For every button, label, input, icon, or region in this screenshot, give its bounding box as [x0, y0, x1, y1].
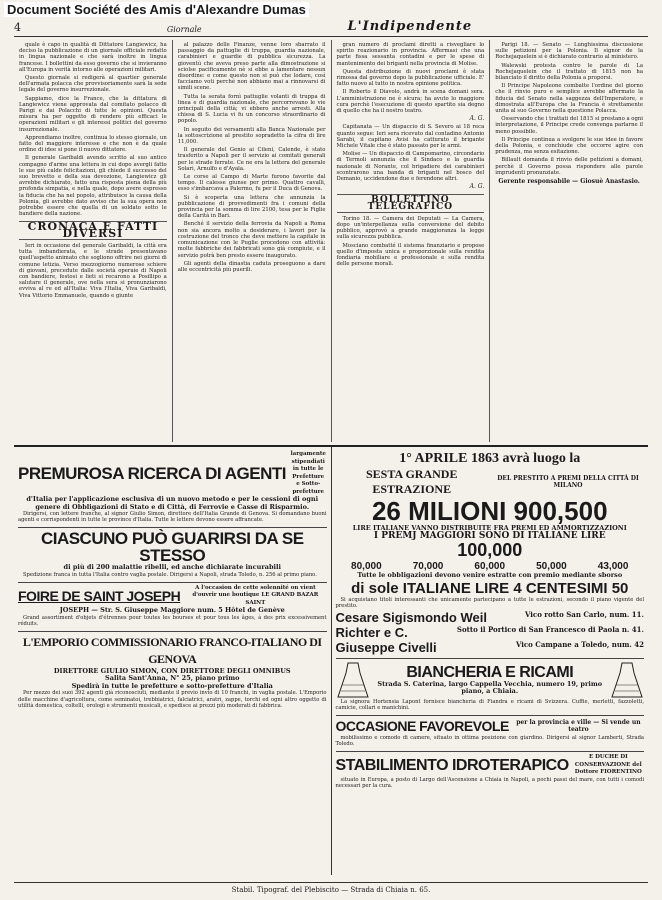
paragraph: Molise — Un dispaccio di Campomarino, circondario di Termoli annunzia che il Sindaco e la guardia nazionale di Norante, col brigadiere dei carabinieri scontrarono una banda di briganti nel bosco del Demanio, uccidendone due e ferendone altri. — [336, 151, 485, 183]
signature: A. G. — [469, 183, 485, 191]
paragraph: Sappiamo, dice la France, che la dittatura di Langiewicz viene approvata dal comitato polacco di Parigi e dai Polacchi di tutte le opinioni. Questa misura ha per oggetto di rendere più efficaci le operazioni militari e gli interessi politici del governo insurrezionale. — [19, 95, 167, 133]
lottery-prize-head: I PREMJ MAGGIORI SONO DI ITALIANE LIRE — [373, 530, 606, 541]
paragraph: Billault domanda il rinvio delle petizioni a domani, perchè il Governo possa rispondere alle parole imprudenti pronunziate. — [495, 157, 643, 176]
paragraph: Torino 18. — Camera dei Deputati — La Camera, dopo un'interpellanza sulla conversione del debito pubblico, approvò a grande maggioranza la legge sulla sicurezza pubblica. — [336, 215, 485, 241]
paragraph: Il Principe continua a svolgere le sue idee in favore della Polonia, e conchiude che occorre agire con prudenza, ma senza esitazione. — [495, 136, 643, 156]
paragraph: Gli agenti della dinastia caduta proseguono a dare alle eccentricità più puerili. — [177, 260, 326, 273]
agent-address: Sotto il Portico di San Francesco di Paola n. 41. — [456, 624, 644, 634]
section-title-bollettino: BOLLETTINO TELEGRAFICO — [337, 194, 485, 212]
news-columns — [14, 40, 648, 442]
ad-title: PREMUROSA RICERCA DI AGENTI — [18, 464, 286, 483]
prize-value: 60,000 — [474, 561, 506, 572]
ads-right — [332, 447, 649, 875]
paragraph: al palazzo delle Finanze, venne loro sbarrato il passaggio da pattuglie di truppa, guardia nazionale, carabinieri e guardie di pubblica sicurezza. La gioventù che aveva preso parte alla dimostrazione si sciolse pacificamente nè si ebbe a lamentare nessun disordine: e come questo non si può che lodare, così facciamo voti perchè non abbiano mai a rinnovarsi di simili scene. — [177, 42, 326, 92]
ad-title: L'EMPORIO COMMISSIONARIO FRANCO-ITALIANO DI GENOVA — [22, 634, 322, 666]
paragraph: In seguito dei versamenti alla Banca Nazionale per la sottoscrizione al prestito sopradetto la cifra di lire 11,000. — [177, 126, 326, 146]
paragraph: quale è capo in qualità di Dittatore Langiewicz, ha deciso la pubblicazione di un giornale officiale redatto in lingua nazionale e che sarà inoltre in lingua francese. I bollettini da esso governo che si invieranno all'Europa in verità intorno alle operazioni militari. — [19, 42, 167, 73]
paragraph: Questo giornale si redigerà al quartier generale dell'armata polacca che provvisoriamente sarà la sede legale del governo insurrezionale. — [19, 75, 167, 94]
dress-icon — [610, 661, 644, 699]
ad-title: FOIRE DE SAINT JOSEPH — [18, 587, 181, 604]
column-3 — [332, 40, 491, 442]
ad-sub: Salita Sant'Anna, N° 25, piano primo — [105, 674, 240, 683]
ad-occasione — [336, 716, 645, 752]
ad-body: La signora Hortensia Lapont fornisce biancheria di Fiandra e ricami di Svizzera. Cuffie, merletti, fazzoletti, camicie, collari e manichini. — [335, 698, 644, 711]
ads-left — [14, 447, 332, 875]
paragraph: Il Principe Napoleone combatte l'ordine del giorno che il rinvio puro e semplice avrebbe affermato la fiducia del Senato nella saggezza dell'Imperatore, e dimostrata all'Europa che la Francia è strettamente unita al suo Governo nella questione Polacca. — [495, 83, 643, 115]
agent-line — [336, 610, 645, 625]
paragraph: Ieri in occasione del generale Garibaldi, la città era tutta imbandierata, e le strade presentavano quell'aspetto animato che sogliono offrire nei giorni di comune letizia. Verso mezzogiorno numerose schiere di giovani, precedute dalle società operaie di Napoli con bandiere, festosi e lieti si recarono a Posillipo a salutare il generale, ove nella sera si pronunziarono evviva al re ed all'Italia: Viva l'Italia, Viva Garibaldi, Viva Vittorio Emmanuele, quando e giunte — [19, 242, 167, 299]
ad-side: largamente stipendiati in tutte le Prefetture e Sotto-prefetture — [290, 451, 326, 495]
ad-sub: JOSEPH — Str. S. Giuseppe Maggiore num. 5 Hôtel de Genève — [59, 606, 285, 615]
paragraph: Apprendiamo inoltre, continua lo stesso giornale, un fatto del maggiore interesse e che non è da quale ordine di idee si pone il nuovo dittatore. — [19, 134, 167, 154]
ad-ricerca-agenti — [18, 449, 327, 528]
paragraph: Osservando che i trattati del 1815 si prestano a ogni interpretazione, il Principe crede convenga parlarne il meno possibile. — [495, 116, 643, 135]
page-header — [14, 15, 648, 37]
paragraph: Walewski protesta contro le parole di La Rochejaquelein che il trattato di 1815 non ha bilanciato il diritto della Polonia a proporsi. — [495, 62, 643, 82]
obligation-price: di sole ITALIANE LIRE 4 CENTESIMI 50 — [351, 579, 629, 597]
paragraph: Il generale del Genio ai Cileni, Calende, è stato trasferito a Napoli per il servizio ai comitati generali per le strade ferrate. Ce ne era la lettera del generale Solari, Arnulfo e d'Ayala. — [177, 147, 326, 172]
agent-name: Cesare Sigismondo Weil — [335, 609, 487, 625]
ad-title: BIANCHERIA E RICAMI — [406, 663, 574, 681]
overlay-title: Document Société des Amis d'Alexandre Dumas — [4, 2, 309, 17]
paragraph: Parigi 18. — Senato — Lunghissima discussione sulle petizioni per la Polonia. Il signor de la Rochejaquelein si è dichiarato contrario al ministero. — [495, 42, 643, 61]
paragraph: Il generale Garibaldi avendo scritto al suo antico compagno d'arme una lettera in cui dopo avergli fatto le sue più calde felicitazioni, gli chiede il successo del suo brevetto e della sua devozione, Langiewicz gli avrebbe dichiarato, fatto una risposta piena della più profonda simpatia, e nella quale, dopo avere espresso la fiducia che ha nel popolo, attribuisce la causa della Polonia, gli avrebbe dato avviso che la sua opera non potrebbe essere che quella di un soldato sotto le bandiere della nazione. — [19, 155, 167, 218]
ad-title: OCCASIONE FAVOREVOLE — [335, 717, 509, 734]
ad-side: E DUCHE DI CONSERVAZIONE del Dottore FIORENTINO — [574, 754, 642, 776]
gerente-signature: Gerente responsabile — Giosuè Anastasio. — [498, 178, 640, 186]
agent-name: Richter e C. — [335, 624, 408, 640]
ad-sub: di più di 200 malattie ribelli, ed anche dichiarate incurabili — [63, 563, 281, 572]
ad-title: CIASCUNO PUÒ GUARIRSI DA SE STESSO — [40, 529, 304, 566]
printer-footer: Stabil. Tipograf. del Plebiscito — Strada di Chiaia n. 65. — [14, 882, 648, 896]
ad-body: situato in Europa, a posto di Largo dell'Ascensione a Chiaia in Napoli, a pochi passi del mare, con tutti i comodi necessari per la cura. — [335, 776, 644, 789]
prize-value: 70,000 — [412, 561, 444, 572]
prize-value: 43,000 — [597, 561, 629, 572]
lottery-big-prize: 100,000 — [457, 540, 523, 560]
ad-body: Spedizione franca in tutta l'Italia contro vaglia postale. Dirigersi a Napoli, strada Toledo, n. 256 al primo piano. — [23, 571, 317, 578]
dress-icon — [336, 661, 370, 699]
paragraph: Benché il servizio della ferrovia da Napoli a Roma non sia ancora molto a desiderare, i lavori per la costruzione del tronco che deve mettere la capitale in comunicazione con le Puglie procedono con attività: molte fabbriche dei fabbricati sono già compiute, e il servizio potrà ben presto essere inaugurato. — [177, 221, 326, 259]
masthead-note: Giornale — [166, 25, 202, 34]
ad-body: Si acquistano titoli interessanti che unicamente partecipano a tutte le estrazioni, secondo il piano vigente del prestito. — [335, 596, 644, 609]
ad-sub: DIRETTORE GIULIO SIMON, CON DIRETTORE DEGLI OMNIBUS — [53, 666, 291, 675]
lottery-side: DEL PRESTITO A PREMI DELLA CITTÀ DI MILANO — [497, 474, 639, 489]
agent-address: Vico Campane a Toledo, num. 42 — [515, 639, 644, 649]
signature: A. G. — [469, 115, 485, 123]
ad-body: Per mezzo dei suoi 392 agenti già riconosciuti, mediante il previo invio di 10 franchi, in vaglia postale. L'Emporio delle macchine d'agricoltura, come seminatoi, trebbiatrici, falciatrici, aratri, zappe, torchi ed ogni altro oggetto di utilità domestica, coltelli, orologi e strumenti musicali, e spedisce ai prezzi più moderati di fabbrica. — [18, 690, 327, 709]
lottery-note: LIRE ITALIANE VANNO DISTRIBUITE FRA PREMI ED AMMORTIZZAZIONI — [352, 524, 627, 532]
page-number: 4 — [14, 21, 21, 34]
ad-body: mobilissimo e comodo di camere, situato in ottima posizione con giardino. Dirigersi al signor Lamberti, Strada Toledo. — [335, 734, 644, 747]
ad-sub: Strada S. Caterina, largo Cappella Vecchia, numero 19, primo piano, a Chiaia. — [377, 679, 603, 696]
paragraph: gran numero di proclami diretti a risvegliare lo spirito reazionario in provincia. Affermasi che una parte fissa sessanta contadini e per le spese di mantenimento dei briganti nella provincia di Molise. — [336, 42, 485, 67]
advertisements — [14, 445, 648, 875]
section-title-cronaca: CRONACA E FATTI DIVERSI — [19, 221, 167, 239]
paragraph: Capitanata — Un dispaccio di S. Severo ai 18 reca quanto segue: Ieri sera ricevuto dal contadino Antonio Sarabi, il capitano Avisi ha catturato il brigante Michele Vitale che è stato passato per le armi. — [336, 124, 485, 150]
lottery-amount: 26 MILIONI 900,500 — [371, 496, 608, 526]
ad-emporio-genova — [18, 632, 327, 713]
agent-address: Vico rotto San Carlo, num. 11. — [524, 609, 644, 619]
paragraph: Le corse al Campo di Marte furono favorite dal tempo. Il calesse giunse per primo. Quattro cavalli, esso s'imbarcava a Palermo, fu per il Duca di Genova. — [177, 174, 326, 193]
agent-line — [336, 640, 645, 655]
ad-sub: Spedirà in tutte le prefetture e sotto-prefetture d'Italia — [71, 681, 273, 690]
ad-idroterapico — [336, 752, 645, 793]
ad-foire-saint-joseph — [18, 583, 327, 632]
ad-title: STABILIMENTO IDROTERAPICO — [335, 756, 569, 774]
ad-lottery-milano — [336, 449, 645, 659]
agent-name: Giuseppe Civelli — [335, 639, 437, 655]
paragraph: Si è scoperta una lettera che annunzia la pubblicazione di provvedimenti fra i comuni della provincia per la somma di lire 2100, tesa per le Figlie della Carità in Bari. — [177, 194, 326, 220]
lottery-date: 1° APRILE 1863 avrà luogo la — [399, 451, 581, 466]
column-1 — [14, 40, 173, 442]
paragraph: Tutta la serata fornì pattuglie volanti di truppa di linea e di guardia nazionale, che percorrevano le vie principali della città; vi ebbero anche arresti. Alla chiesa di S. Lucia vi fu un concorso straordinario di popolo. — [177, 93, 326, 125]
obligation-note: Tutte le obbligazioni devono venire estratte con premio mediante sborso — [357, 571, 623, 579]
paragraph: Il Roberto il Diavolo, andrà in scena domani sera. L'amministrazione ne è sicura; ha avuto lo maggiore cura perchè l'esecuzione di questo spartito sia degno di quello che ha il nostro teatro. — [336, 89, 485, 115]
paragraph: Questa distribuzione di nuovi proclami è stata rimossa dal governo dopo la pubblicazione ufficiale. E' fatto nuovo al tutto in nostra opinione politica. — [336, 68, 485, 88]
ad-side: A l'occasion de cette solennité on vient d'ouvrir une boutique LE GRAND BAZAR SAINT — [192, 584, 319, 606]
ad-side: per la provincia e ville — Si vende un teatro — [516, 718, 641, 734]
column-4 — [490, 40, 648, 442]
column-2 — [173, 40, 332, 442]
ad-ciascuno-guarirsi — [18, 528, 327, 583]
ad-body: Dirigersi, con lettere franche, al signor Giulio Simon, direttore dell'Italia Grande di Genova. Si domandano buoni agenti e corrispondenti in tutte le province d'Italia. Tutte le lettere devono essere affrancate. — [18, 511, 327, 524]
ad-body: Grand assortiment d'objets d'étrennes pour toutes les bourses et pour tous les âges, à des prix excessivement réduits. — [18, 614, 327, 627]
ad-sub: d'Italia per l'applicazione esclusiva di un nuovo metodo e per le cessioni di ogni genere di Obbligazioni di Stato e di Città, di Ferrovie e Casse di Risparmio. — [26, 495, 319, 511]
prize-value: 80,000 — [351, 561, 382, 572]
agent-line — [336, 625, 645, 640]
lottery-title: SESTA GRANDE ESTRAZIONE — [365, 467, 458, 496]
ad-biancheria — [336, 659, 645, 716]
paper-name: L'Indipendente — [347, 19, 473, 34]
paragraph: Mosciano combatté il sistema finanziario e propose quello d'imposta unica e proporzionale sulla rendita fondiaria mobiliare e professionale e sulla rendita delle persone morali. — [336, 242, 485, 268]
prize-value: 50,000 — [536, 561, 567, 572]
